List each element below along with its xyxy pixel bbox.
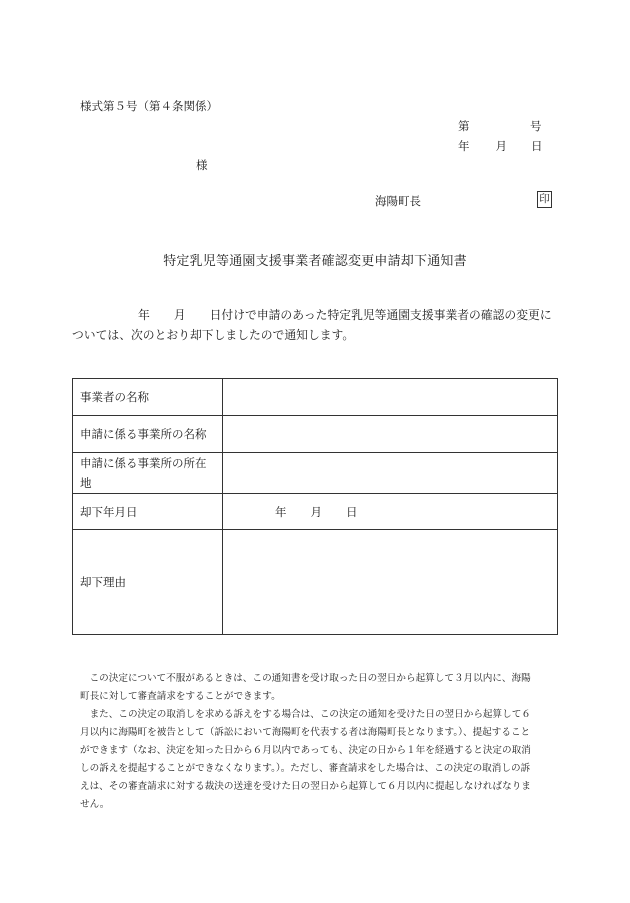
doc-number-prefix: 第 [458, 119, 470, 133]
row-label-rejection-reason: 却下理由 [73, 530, 223, 635]
document-title: 特定乳児等通園支援事業者確認変更申請却下通知書 [163, 254, 467, 269]
intro-line-1 [80, 305, 560, 325]
issue-date-year: 年 [458, 139, 470, 153]
form-number: 様式第５号（第４条関係） [80, 99, 218, 113]
notice-line: ができます（なお、決定を知った日から６月以内であっても、決定の日から１年を経過すると決定の取消 [80, 745, 531, 756]
notice-line: せん。 [80, 799, 110, 810]
row-value-office-address [223, 453, 558, 494]
row-value-business-name [223, 379, 558, 416]
appeal-notice [80, 670, 555, 814]
row-value-rejection-reason [223, 530, 558, 635]
doc-number-suffix: 号 [530, 119, 542, 133]
row-label-office-address [73, 453, 223, 494]
row-label-office-address-line1: 申請に係る事業所の所在 [80, 456, 207, 470]
row-value-office-name [223, 416, 558, 453]
seal-mark: 印 [537, 191, 552, 208]
notice-line: この決定について不服があるときは、この通知書を受け取った日の翌日から起算して３月以内に、海陽 [80, 673, 531, 684]
table-row [73, 379, 558, 416]
rejection-date-month: 月 [310, 504, 322, 519]
row-label-business-name: 事業者の名称 [73, 379, 223, 416]
row-label-rejection-date: 却下年月日 [73, 494, 223, 530]
intro-year: 年 [138, 308, 150, 322]
notice-line: 町長に対して審査請求をすることができます。 [80, 691, 281, 702]
issue-date [458, 138, 543, 154]
row-label-office-address-line2: 地 [80, 476, 92, 490]
row-label-office-name: 申請に係る事業所の名称 [73, 416, 223, 453]
intro-line-1-text: 日付けで申請のあった特定乳児等通園支援事業者の確認の変更に [209, 308, 552, 322]
notice-line: えは、その審査請求に対する裁決の送達を受けた日の翌日から起算して６月以内に提起しなければなりま [80, 781, 531, 792]
intro-month: 月 [173, 308, 186, 322]
table-row [73, 494, 558, 530]
rejection-date-year: 年 [275, 504, 287, 519]
table-row [73, 530, 558, 635]
info-table [72, 378, 558, 635]
table-row [73, 416, 558, 453]
rejection-date-day: 日 [346, 504, 358, 519]
issue-date-day: 日 [531, 139, 543, 153]
issuer-name: 海陽町長 [375, 194, 421, 208]
table-row [73, 453, 558, 494]
row-value-rejection-date [223, 494, 558, 530]
issue-date-month: 月 [495, 139, 507, 153]
addressee-suffix: 様 [196, 158, 208, 172]
notice-line: しの訴えを提起することができなくなります。）。ただし、審査請求をした場合は、この決定の取消しの訴 [80, 763, 531, 774]
notice-line: また、この決定の取消しを求める訴えをする場合は、この決定の通知を受けた日の翌日から起算して６ [80, 709, 531, 720]
intro-line-2: ついては、次のとおり却下しましたので通知します。 [72, 328, 355, 342]
intro-paragraph [72, 305, 560, 345]
notice-line: 月以内に海陽町を被告として（訴訟において海陽町を代表する者は海陽町長となります。）、提起すること [80, 727, 531, 738]
